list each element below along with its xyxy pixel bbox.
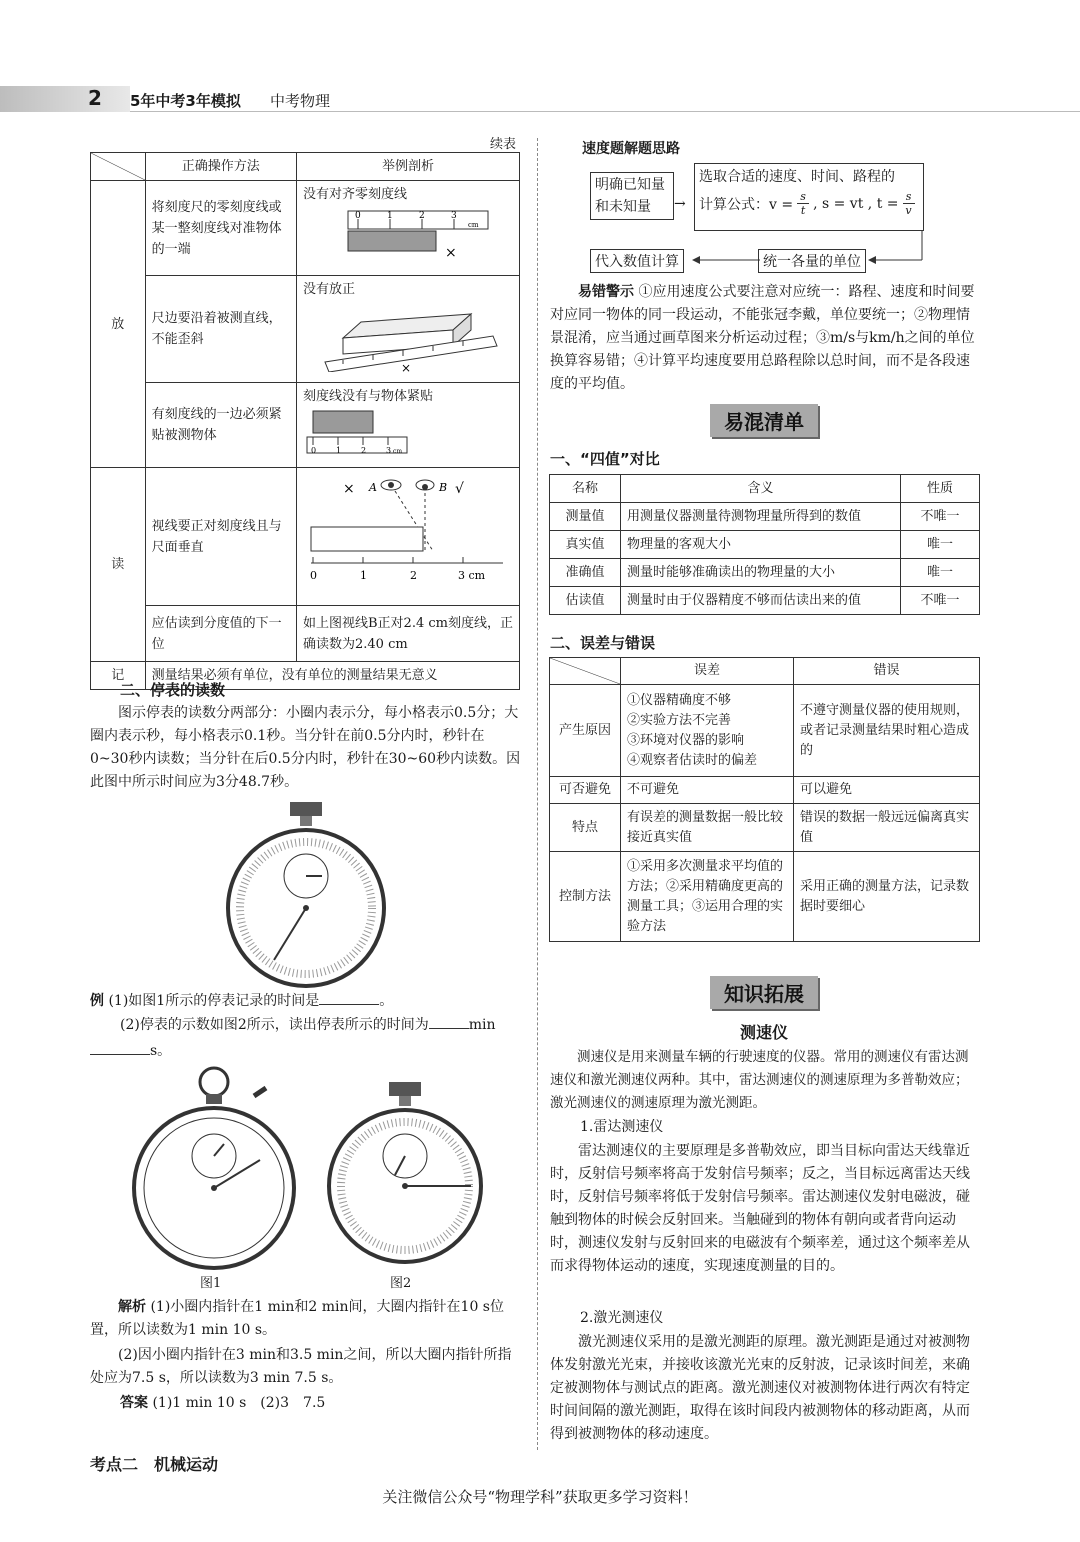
flow-box-formula — [694, 163, 924, 231]
cell: ①采用多次测量求平均值的方法；②采用精确度更高的测量工具；③运用合理的实验方法 — [621, 852, 794, 942]
cell: 测量值 — [550, 503, 621, 531]
cell: 不可避免 — [621, 777, 794, 804]
case-cell: 如上图视线B正对2.4 cm刻度线，正确读数为2.40 cm — [297, 606, 520, 662]
table-row — [550, 531, 980, 559]
cell: 测量时由于仪器精度不够而估读出来的值 — [621, 587, 901, 615]
method-cell: 视线要正对刻度线且与尺面垂直 — [145, 468, 296, 606]
tick-label: 3 — [451, 211, 457, 221]
cross-mark: × — [401, 361, 412, 372]
tick-label: 2 — [419, 211, 425, 221]
cell: ①仪器精确度不够 ②实验方法不完善 ③环境对仪器的影响 ④观察者估读时的偏差 — [621, 685, 794, 777]
tick-label: 1 — [387, 211, 393, 221]
cell: 真实值 — [550, 531, 621, 559]
col-header: 名称 — [550, 475, 621, 503]
row-key: 产生原因 — [550, 685, 621, 777]
tick-label: 2 — [410, 569, 417, 582]
ruler-usage-table — [90, 152, 520, 690]
cell: 物理量的客观大小 — [621, 531, 901, 559]
cell: 估读值 — [550, 587, 621, 615]
check-mark: √ — [455, 481, 464, 497]
case-text: 刻度线没有与物体紧贴 — [303, 389, 434, 404]
cell: 用测量仪器测量待测物理量所得到的数值 — [621, 503, 901, 531]
tick-label: 1 — [360, 569, 367, 582]
case-cell — [297, 181, 520, 276]
column-divider — [537, 138, 539, 1450]
book-series: 5年中考3年模拟 — [130, 92, 241, 110]
expand-title: 测速仪 — [740, 1023, 789, 1042]
fraction — [903, 190, 915, 217]
corner-cell — [550, 658, 621, 685]
expand-p2: 激光测速仪采用的是激光测距的原理。激光测距是通过对被测物体发射激光光束，并接收该激光光束的反射波，记录该时间差，来确定被测物体与测试点的距离。激光测速仪对被测物体进行两次有特定时间间隔的激光测距，取得在该时间段内被测物体的移动距离，从而得到被测物体的移动速度。 — [550, 1334, 970, 1442]
formula-prefix: 计算公式：v = — [699, 196, 794, 213]
header-bar — [0, 86, 130, 112]
denominator: t — [797, 203, 809, 217]
col-header: 错误 — [794, 658, 980, 685]
example-label: 例 — [90, 993, 104, 1009]
stopwatch-figure — [226, 800, 386, 990]
ruler-misaligned-figure — [303, 205, 513, 265]
four-values-heading: 一、“四值”对比 — [550, 450, 660, 468]
answer-label: 答案 — [120, 1395, 148, 1411]
tick-label: 0 — [311, 446, 317, 455]
case-text: 没有对齐零刻度线 — [303, 187, 408, 202]
eye-label-b: B — [439, 481, 448, 494]
tick-label: 3 cm — [458, 569, 486, 582]
cell: 不唯一 — [901, 503, 980, 531]
analysis-label: 解析 — [118, 1299, 146, 1315]
answer-line — [120, 1392, 325, 1415]
stopwatch-fig2 — [325, 1080, 485, 1270]
eye-reading-figure — [303, 471, 513, 595]
fig1-caption: 图1 — [200, 1276, 222, 1291]
header-rule — [130, 111, 1080, 112]
q1-end: 。 — [379, 993, 394, 1009]
unit-label: cm — [468, 221, 479, 229]
col-header: 含义 — [621, 475, 901, 503]
cell: 采用正确的测量方法，记录数据时要细心 — [794, 852, 980, 942]
example-q1 — [90, 990, 522, 1013]
answer-blank — [429, 1028, 469, 1029]
formula-line2 — [699, 190, 919, 217]
row-key: 控制方法 — [550, 852, 621, 942]
row-key: 可否避免 — [550, 777, 621, 804]
q2-text: (2)停表的示数如图2所示，读出停表所示的时间为 — [120, 1017, 429, 1033]
tick-label: 1 — [336, 446, 342, 455]
row-group-du: 读 — [91, 468, 146, 662]
corner-cell — [91, 153, 146, 181]
cell: 唯一 — [901, 531, 980, 559]
cell: 唯一 — [901, 559, 980, 587]
tick-label: 0 — [355, 211, 361, 221]
flow-box-known: 明确已知量和未知量 — [590, 172, 674, 220]
eye-label-a: A — [369, 481, 377, 494]
table-row — [550, 559, 980, 587]
method-cell: 有刻度线的一边必须紧贴被测物体 — [145, 383, 296, 468]
method-cell: 应估读到分度值的下一位 — [145, 606, 296, 662]
error-table — [549, 657, 980, 942]
book-subject: 中考物理 — [270, 92, 331, 110]
tick-label: 0 — [310, 569, 317, 582]
ruler-gap-figure — [303, 407, 513, 457]
numerator: s — [800, 190, 806, 203]
expand-p1: 雷达测速仪的主要原理是多普勒效应，即当目标向雷达天线靠近时，反射信号频率将高于发射信号频率；反之，当目标远离雷达天线时，反射信号频率将低于发射信号频率。雷达测速仪发射电磁波，碰触到物体的时候会反射回来。当触碰到的物体有朝向或者背向运动时，测速仪发射与反射回来的电磁波有个频率差，通过这个频率差从而求得物体运动的速度，实现速度测量的目的。 — [550, 1143, 970, 1274]
table-row — [550, 852, 980, 942]
cell: 有误差的测量数据一般比较接近真实值 — [621, 804, 794, 852]
table-row — [550, 587, 980, 615]
page-number: 2 — [88, 86, 102, 110]
analysis-text: (1)小圈内指针在1 min和2 min间，大圈内指针在10 s位置，所以读数为1 min 10 s。 — [90, 1299, 504, 1338]
table-row — [550, 685, 980, 777]
four-values-table — [549, 474, 980, 615]
flow-arrow-1: → — [674, 196, 686, 212]
numerator: s — [905, 190, 912, 203]
table-row — [550, 777, 980, 804]
case-text: 没有放正 — [303, 282, 356, 297]
answer-text: (1)1 min 10 s (2)3 7.5 — [152, 1395, 326, 1411]
col-header: 性质 — [901, 475, 980, 503]
answer-blank — [90, 1054, 150, 1055]
record-cell: 测量结果必须有单位，没有单位的测量结果无意义 — [145, 662, 519, 690]
confuse-tag: 易混清单 — [710, 404, 818, 437]
cell: 准确值 — [550, 559, 621, 587]
warning-body: ①应用速度公式要注意对应统一：路程、速度和时间要对应同一物体的同一段运动，不能张冠李戴，单位要统一；②物理情景混淆，应当通过画草图来分析运动过程；③m/s与km/h之间的单位换算容易错；④计算平均速度要用总路程除以总时间，而不是各段速度的平均值。 — [550, 284, 975, 392]
expand-tag: 知识拓展 — [710, 976, 818, 1009]
expand-sub1: 1.雷达测速仪 — [580, 1119, 664, 1135]
error-heading: 二、误差与错误 — [550, 634, 656, 652]
cell: 不遵守测量仪器的使用规则，或者记录测量结果时粗心造成的 — [794, 685, 980, 777]
cell: 可以避免 — [794, 777, 980, 804]
warning-text — [550, 281, 980, 396]
cell: 不唯一 — [901, 587, 980, 615]
flow-box-calc: 代入数值计算 — [590, 249, 684, 273]
answer-blank — [319, 1004, 379, 1005]
col-header: 误差 — [621, 658, 794, 685]
cross-mark: × — [343, 481, 355, 497]
table-row — [550, 503, 980, 531]
row-group-fang: 放 — [91, 181, 146, 468]
fraction — [797, 190, 809, 217]
analysis-2: (2)因小圈内指针在3 min和3.5 min之间，所以大圈内指针所指处应为7.5 s，所以读数为3 min 7.5 s。 — [90, 1347, 512, 1386]
analysis-1 — [90, 1296, 522, 1342]
point2-heading: 考点二 机械运动 — [90, 1455, 219, 1474]
col-header: 正确操作方法 — [145, 153, 296, 181]
formula-line1: 选取合适的速度、时间、路程的 — [699, 169, 895, 185]
unit-label: cm — [393, 448, 403, 455]
continued-label: 续表 — [490, 137, 517, 152]
case-cell — [297, 383, 520, 468]
q2-unit: min — [468, 1017, 496, 1033]
warning-label: 易错警示 — [578, 284, 634, 300]
q2-end: s。 — [150, 1043, 172, 1059]
formula-mid: , s = vt , t = — [813, 195, 899, 212]
expand-intro: 测速仪是用来测量车辆的行驶速度的仪器。常用的测速仪有雷达测速仪和激光测速仪两种。其中，雷达测速仪的测速原理为多普勒效应；激光测速仪的测速原理为激光测距。 — [550, 1049, 969, 1111]
section-title: 二、停表的读数 — [120, 681, 226, 699]
q1-text: (1)如图1所示的停表记录的时间是 — [108, 993, 320, 1009]
case-cell — [297, 276, 520, 383]
footer-note: 关注微信公众号“物理学科”获取更多学习资料！ — [382, 1488, 698, 1506]
tick-label: 3 — [386, 446, 392, 455]
case-cell — [297, 468, 520, 606]
cross-mark: × — [445, 245, 457, 261]
col-header: 举例剖析 — [297, 153, 520, 181]
flow-box-unit: 统一各量的单位 — [758, 249, 866, 273]
fig2-caption: 图2 — [390, 1276, 412, 1291]
ruler-tilted-figure — [303, 300, 513, 372]
cell: 测量时能够准确读出的物理量的大小 — [621, 559, 901, 587]
cell: 错误的数据一般远远偏离真实值 — [794, 804, 980, 852]
tick-label: 2 — [361, 446, 367, 455]
denominator: v — [903, 203, 915, 217]
row-group-ji: 记 — [91, 662, 146, 690]
stopwatch-body: 图示停表的读数分两部分：小圈内表示分，每小格表示0.5分；大圈内表示秒，每小格表示0.1秒。当分针在前0.5分内时，秒针在0~30秒内读数；当分针在后0.5分内时，秒针在30~60秒内读数。因此图中所示时间应为3分48.7秒。 — [90, 705, 521, 790]
speed-title: 速度题解题思路 — [582, 141, 680, 157]
stopwatch-fig1 — [130, 1060, 300, 1270]
example-q2 — [120, 1014, 522, 1037]
expand-sub2: 2.激光测速仪 — [580, 1310, 664, 1326]
table-row — [550, 804, 980, 852]
method-cell: 尺边要沿着被测直线，不能歪斜 — [145, 276, 296, 383]
row-key: 特点 — [550, 804, 621, 852]
method-cell: 将刻度尺的零刻度线或某一整刻度线对准物体的一端 — [145, 181, 296, 276]
